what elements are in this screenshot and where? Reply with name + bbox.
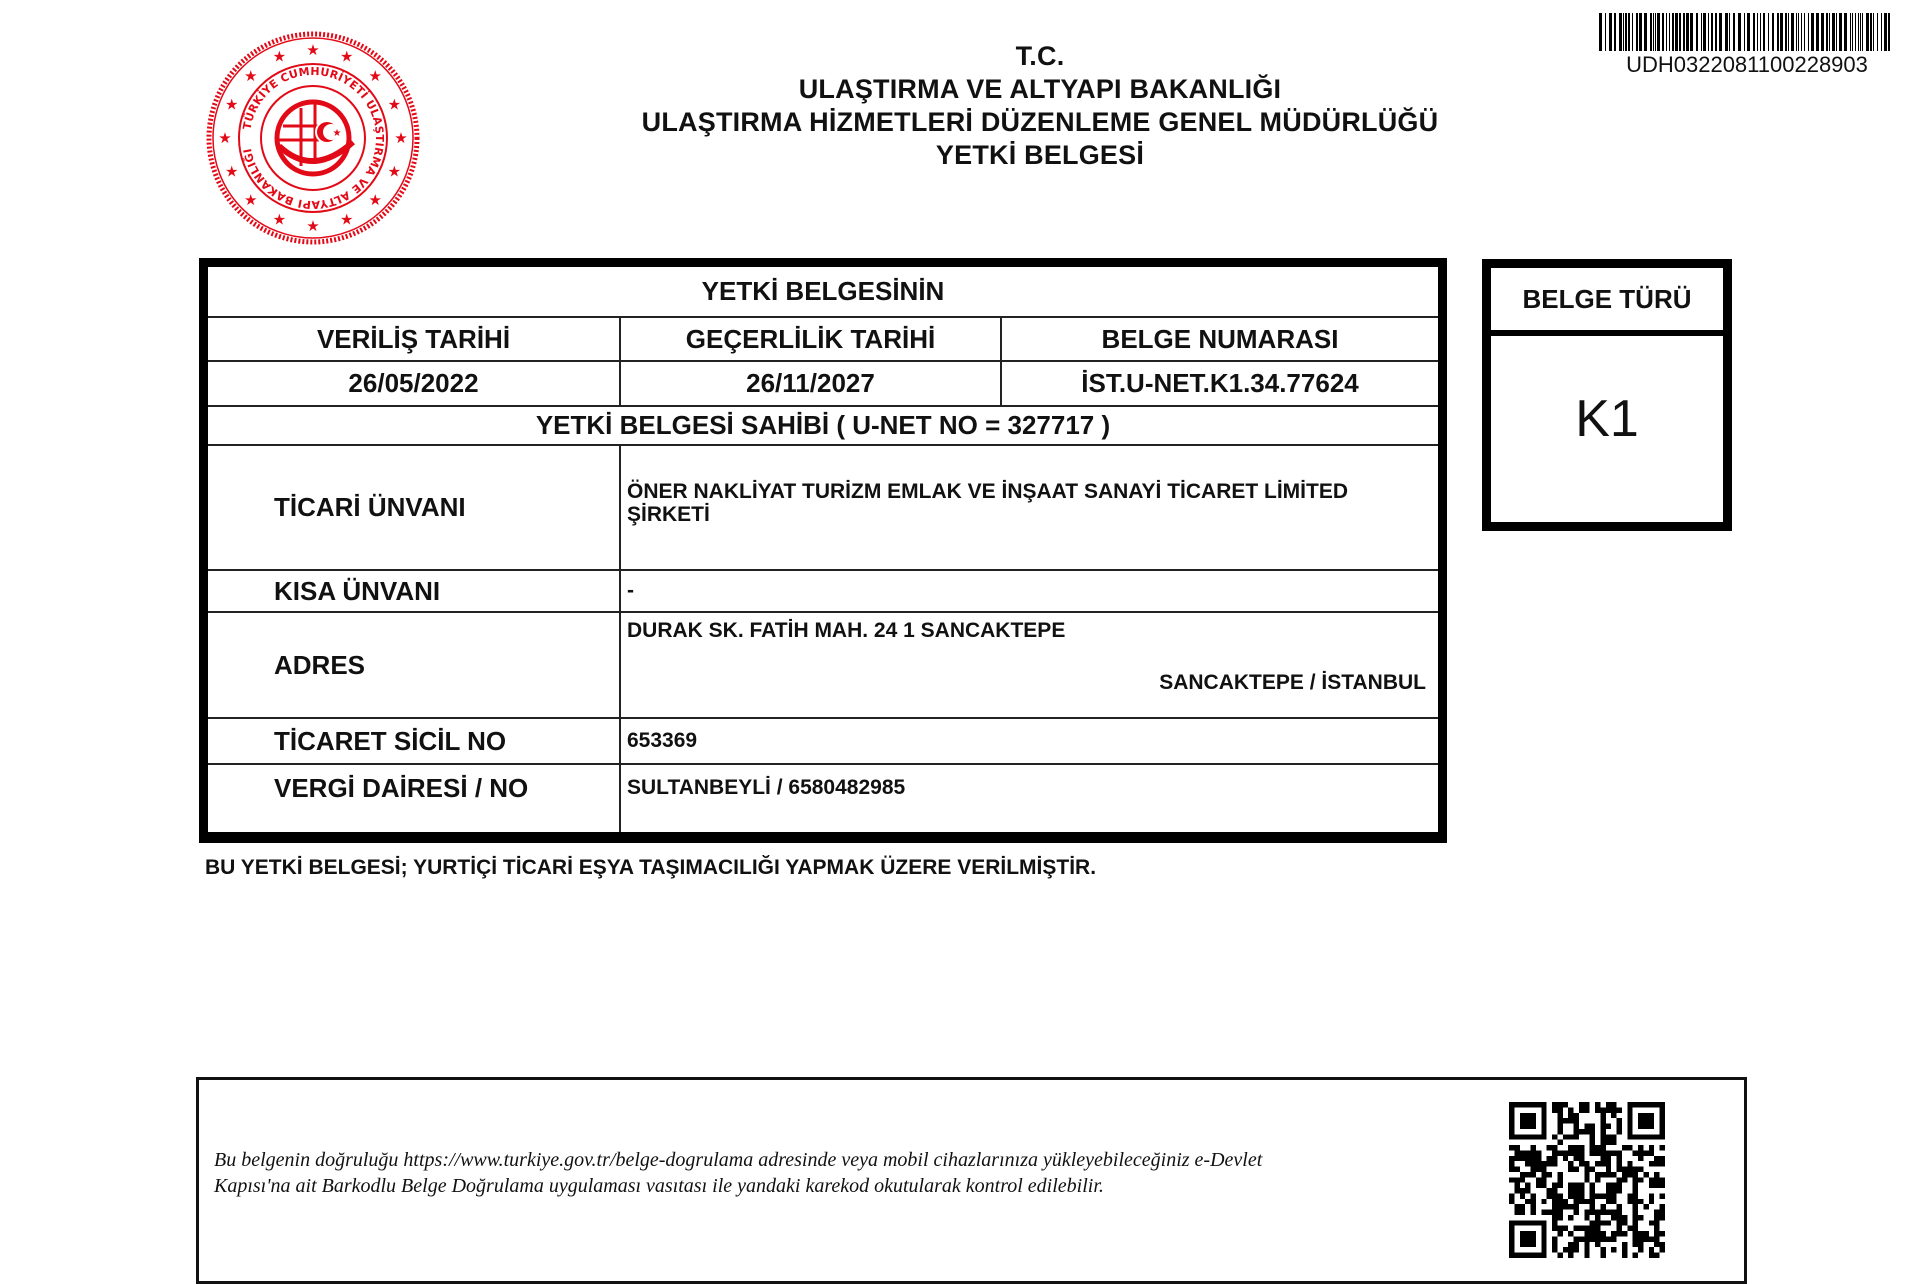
barcode-bar: [1832, 13, 1835, 51]
barcode-bar: [1808, 13, 1809, 51]
barcode-bar: [1719, 13, 1722, 51]
barcode-bar: [1757, 13, 1758, 51]
barcode-bar: [1708, 13, 1709, 51]
barcode-bar: [1826, 13, 1828, 51]
barcode-bar: [1690, 13, 1693, 51]
barcode-bar: [1619, 13, 1622, 51]
svg-text:★: ★: [272, 47, 287, 66]
barcode-bar: [1881, 13, 1882, 51]
barcode-bar: [1599, 13, 1602, 51]
barcode-bar: [1796, 13, 1797, 51]
table-values-row: [208, 362, 1438, 407]
barcode-bar: [1798, 13, 1799, 51]
barcode-bar: [1804, 13, 1805, 51]
barcode-bar: [1884, 13, 1887, 51]
value-trade-name: ÖNER NAKLİYAT TURİZM EMLAK VE İNŞAAT SANAYİ TİCARET LİMİTED ŞİRKETİ: [619, 446, 1438, 569]
barcode-bar: [1609, 13, 1612, 51]
table-title: YETKİ BELGESİNİN: [701, 276, 945, 306]
barcode-bar: [1655, 13, 1656, 51]
validity-date: 26/11/2027: [619, 362, 1000, 405]
address-city: SANCAKTEPE / İSTANBUL: [1159, 671, 1426, 694]
svg-text:★: ★: [306, 41, 320, 59]
svg-text:★: ★: [368, 66, 382, 85]
barcode-bar: [1672, 13, 1674, 51]
barcode-bar: [1844, 13, 1847, 51]
barcode-bar: [1801, 13, 1802, 51]
barcode-bar: [1763, 13, 1765, 51]
address-line: DURAK SK. FATİH MAH. 24 1 SANCAKTEPE: [627, 619, 1066, 642]
barcode-bar: [1605, 13, 1606, 51]
barcode-bar: [1780, 13, 1783, 51]
barcode-bar: [1653, 13, 1654, 51]
document-header: [560, 40, 1520, 172]
barcode-bar: [1669, 13, 1670, 51]
document-number: İST.U-NET.K1.34.77624: [1000, 362, 1438, 405]
ministry-seal-icon: [205, 30, 421, 246]
svg-text:★: ★: [332, 128, 342, 139]
value-short-name: -: [619, 571, 1438, 611]
barcode-bar: [1866, 13, 1869, 51]
value-tax-office: SULTANBEYLİ / 6580482985: [619, 765, 1438, 832]
qr-code-icon[interactable]: [1509, 1102, 1665, 1258]
verification-text: [214, 1147, 1454, 1199]
barcode-bar: [1701, 13, 1702, 51]
barcode-bar: [1729, 13, 1730, 51]
svg-text:★: ★: [218, 129, 232, 147]
barcode-bar: [1636, 13, 1638, 51]
barcode-bar: [1662, 13, 1664, 51]
table-row: [208, 765, 1438, 832]
document-type-value: K1: [1575, 390, 1639, 448]
svg-text:★: ★: [387, 95, 402, 114]
svg-text:★: ★: [244, 66, 258, 85]
header-directorate: ULAŞTIRMA HİZMETLERİ DÜZENLEME GENEL MÜDÜRLÜĞÜ: [641, 107, 1439, 137]
barcode-bar: [1747, 13, 1750, 51]
barcode-bar: [1623, 13, 1624, 51]
barcode-bar: [1639, 13, 1642, 51]
table-row: [208, 719, 1438, 765]
label-trade-name: TİCARİ ÜNVANI: [274, 492, 466, 522]
table-row: [208, 613, 1438, 719]
column-header-issue-date: VERİLİŞ TARİHİ: [316, 323, 511, 354]
verification-line-2: Kapısı'na ait Barkodlu Belge Doğrulama uygulaması vasıtası ile yandaki karekod okutularak kontrol edilebilir.: [214, 1175, 1104, 1197]
svg-text:★: ★: [306, 217, 320, 235]
table-title-row: [208, 267, 1438, 318]
barcode-bar: [1696, 13, 1698, 51]
barcode-icon: [1597, 13, 1897, 51]
header-tc: T.C.: [1015, 41, 1065, 71]
verification-box: [196, 1077, 1747, 1284]
barcode-bar: [1625, 13, 1627, 51]
barcode-bar: [1666, 13, 1667, 51]
barcode-bar: [1816, 13, 1819, 51]
header-document-title: YETKİ BELGESİ: [935, 140, 1145, 170]
label-trade-registry-no: TİCARET SİCİL NO: [274, 725, 507, 756]
svg-text:★: ★: [394, 129, 408, 147]
barcode-bar: [1877, 13, 1878, 51]
svg-text:★: ★: [387, 162, 402, 181]
barcode-bar: [1862, 13, 1863, 51]
barcode-bar: [1873, 13, 1874, 51]
owner-heading-row: [208, 407, 1438, 446]
barcode-bar: [1785, 13, 1787, 51]
svg-text:★: ★: [368, 191, 382, 210]
barcode-bar: [1715, 13, 1717, 51]
barcode-bar: [1839, 13, 1842, 51]
table-header-row: [208, 318, 1438, 362]
certificate-statement: BU YETKİ BELGESİ; YURTİÇİ TİCARİ EŞYA TAŞIMACILIĞI YAPMAK ÜZERE VERİLMİŞTİR.: [205, 856, 1097, 879]
barcode-bar: [1686, 13, 1689, 51]
barcode-bar: [1738, 13, 1741, 51]
barcode-bar: [1858, 13, 1859, 51]
barcode-bar: [1644, 13, 1647, 51]
barcode-number: UDH0322081100228903: [1626, 52, 1868, 77]
barcode-bar: [1675, 13, 1678, 51]
barcode-bar: [1768, 13, 1769, 51]
barcode-bar: [1753, 13, 1755, 51]
barcode-bar: [1811, 13, 1814, 51]
svg-text:★: ★: [339, 210, 354, 229]
barcode-bar: [1829, 13, 1830, 51]
barcode-bar: [1852, 13, 1853, 51]
column-header-validity-date: GEÇERLİLİK TARİHİ: [619, 318, 1000, 360]
document-type-label: BELGE TÜRÜ: [1491, 268, 1723, 336]
barcode-bar: [1657, 13, 1660, 51]
barcode-bar: [1870, 13, 1872, 51]
document-type-box: [1482, 259, 1732, 531]
barcode-bar: [1772, 13, 1774, 51]
column-header-document-number: BELGE NUMARASI: [1000, 318, 1438, 360]
barcode-bar: [1628, 13, 1630, 51]
barcode-bar: [1703, 13, 1706, 51]
barcode-bar: [1725, 13, 1728, 51]
barcode-bar: [1860, 13, 1861, 51]
barcode-bar: [1850, 13, 1851, 51]
label-address: ADRES: [274, 649, 366, 680]
barcode-bar: [1744, 13, 1745, 51]
barcode-bar: [1760, 13, 1761, 51]
barcode-bar: [1632, 13, 1633, 51]
svg-text:★: ★: [244, 191, 258, 210]
barcode-bar: [1614, 13, 1616, 51]
barcode-bar: [1683, 13, 1685, 51]
issue-date: 26/05/2022: [348, 368, 479, 398]
barcode-bar: [1821, 13, 1824, 51]
owner-heading: YETKİ BELGESİ SAHİBİ ( U-NET NO = 327717 ): [535, 410, 1111, 440]
barcode-bar: [1836, 13, 1837, 51]
svg-text:★: ★: [339, 47, 354, 66]
certificate-table: [199, 258, 1447, 843]
label-short-name: KISA ÜNVANI: [274, 575, 441, 606]
table-row: [208, 571, 1438, 613]
barcode-bar: [1855, 13, 1856, 51]
barcode-bar: [1777, 13, 1779, 51]
value-address: [619, 613, 1438, 717]
verification-line-1: Bu belgenin doğruluğu https://www.turkiye.gov.tr/belge-dogrulama adresinde veya mobil cihazlarınıza yükleyebileceğiniz e-Devlet: [214, 1149, 1263, 1171]
barcode-bar: [1733, 13, 1735, 51]
barcode-bar: [1650, 13, 1652, 51]
barcode-bar: [1788, 13, 1789, 51]
svg-text:★: ★: [224, 95, 239, 114]
header-ministry: ULAŞTIRMA VE ALTYAPI BAKANLIĞI: [798, 74, 1282, 104]
value-trade-registry-no: 653369: [619, 719, 1438, 763]
svg-text:★: ★: [224, 162, 239, 181]
barcode-bar: [1791, 13, 1794, 51]
label-tax-office: VERGİ DAİRESİ / NO: [274, 773, 529, 803]
svg-text:TÜRKİYE CUMHURİYETİ ULAŞTIRMA: TÜRKİYE CUMHURİYETİ ULAŞTIRMA VE ALTYAPI BAKANLIĞI: [240, 64, 387, 212]
barcode-bar: [1888, 13, 1890, 51]
barcode-bar: [1679, 13, 1681, 51]
barcode-bar: [1711, 13, 1713, 51]
table-row: [208, 446, 1438, 571]
svg-text:★: ★: [272, 210, 287, 229]
